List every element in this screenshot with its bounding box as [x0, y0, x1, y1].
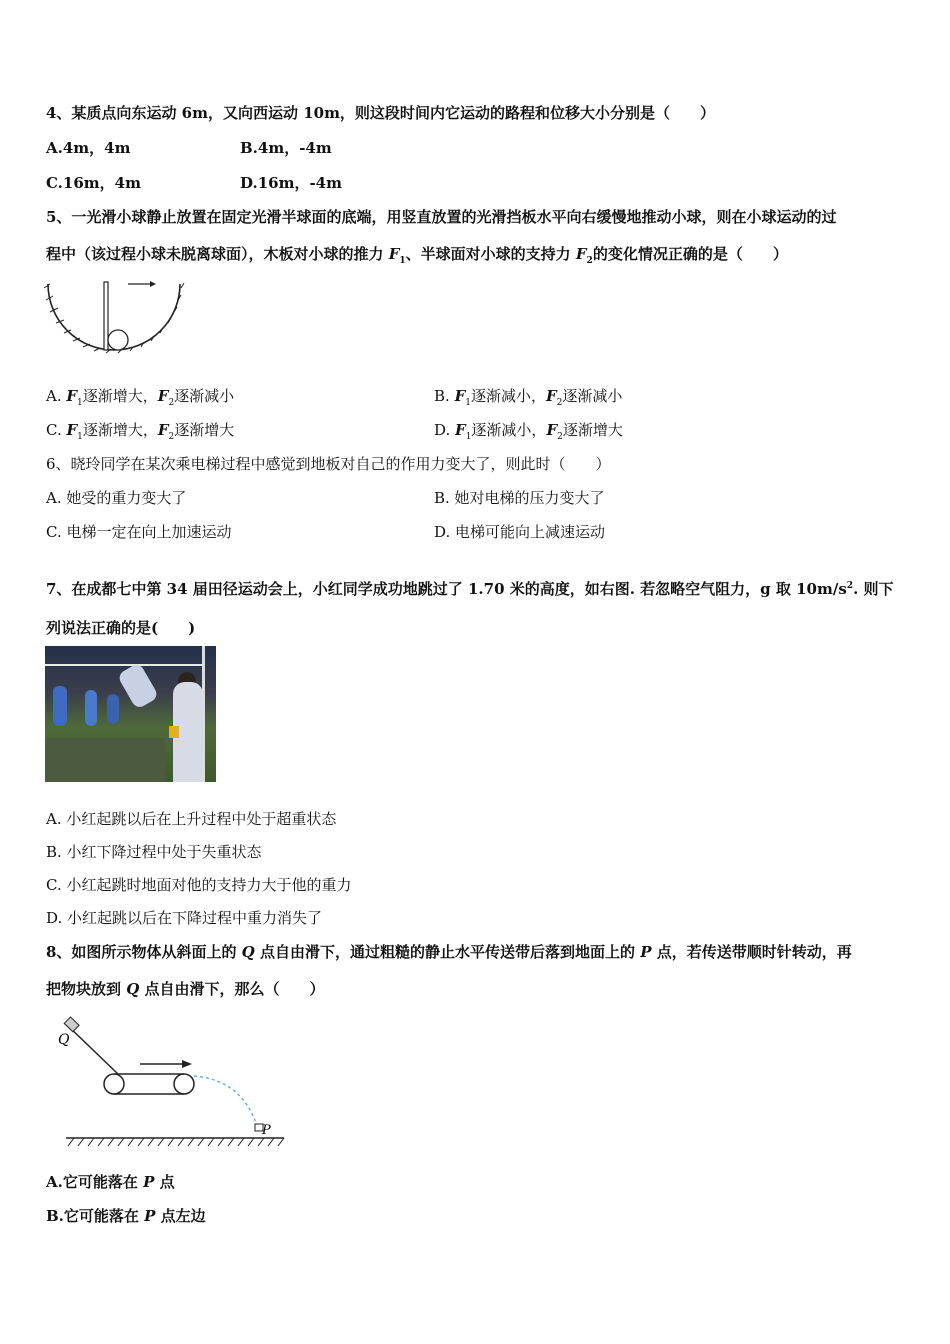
q6-stem: 6、晓玲同学在某次乘电梯过程中感觉到地板对自己的作用力变大了，则此时（ ）	[46, 455, 611, 473]
q5-option-d: D. $F_1$逐渐减小，$F_2$逐渐增大	[434, 421, 623, 442]
q7-stem-line2: 列说法正确的是( )	[46, 619, 196, 637]
fig-label-p: P	[262, 1123, 271, 1138]
q6-option-d: D. 电梯可能向上减速运动	[434, 523, 606, 541]
q6-option-b: B. 她对电梯的压力变大了	[434, 489, 605, 507]
q8-stem-line2: 把物块放到 Q 点自由滑下，那么（ ）	[46, 980, 325, 998]
q4-option-c: C.16m，4m	[46, 174, 141, 192]
q5-option-c: C. $F_1$逐渐增大，$F_2$逐渐增大	[46, 421, 235, 442]
hemisphere-figure	[40, 276, 188, 358]
q6-option-a: A. 她受的重力变大了	[46, 489, 187, 507]
q6-option-c: C. 电梯一定在向上加速运动	[46, 523, 232, 541]
q8-option-b: B.它可能落在 P 点左边	[46, 1207, 206, 1225]
q7-stem-line1: 7、在成都七中第 34 届田径运动会上，小红同学成功地跳过了 1.70 米的高度，如右图. 若忽略空气阻力，g 取 $10m/s^2$. 则下	[46, 580, 894, 598]
high-jump-photo	[45, 646, 216, 782]
q4-stem: 4、某质点向东运动 6m，又向西运动 10m，则这段时间内它运动的路程和位移大小分别是（ ）	[46, 104, 715, 122]
q5-stem-line1: 5、一光滑小球静止放置在固定光滑半球面的底端，用竖直放置的光滑挡板水平向右缓慢地推动小球，则在小球运动的过	[46, 208, 837, 226]
q5-option-b: B. $F_1$逐渐减小，$F_2$逐渐减小	[434, 387, 623, 408]
q4-option-a: A.4m，4m	[46, 139, 131, 157]
conveyor-figure	[52, 1014, 292, 1150]
q4-option-b: B.4m，-4m	[240, 139, 332, 157]
q7-option-d: D. 小红起跳以后在下降过程中重力消失了	[46, 909, 323, 927]
q8-option-a: A.它可能落在 P 点	[46, 1173, 175, 1191]
q7-option-c: C. 小红起跳时地面对他的支持力大于他的重力	[46, 876, 352, 894]
q5-stem-line2: 程中（该过程小球未脱离球面），木板对小球的推力 $F_1$、半球面对小球的支持力 $F_2$的变化情况正确的是（ ）	[46, 245, 788, 266]
q7-option-a: A. 小红起跳以后在上升过程中处于超重状态	[46, 810, 337, 828]
q5-option-a: A. $F_1$逐渐增大，$F_2$逐渐减小	[46, 387, 235, 408]
q7-option-b: B. 小红下降过程中处于失重状态	[46, 843, 262, 861]
fig-label-q: Q	[58, 1032, 70, 1048]
q4-option-d: D.16m，-4m	[240, 174, 342, 192]
q8-stem-line1: 8、如图所示物体从斜面上的 Q 点自由滑下，通过粗糙的静止水平传送带后落到地面上的 P 点，若传送带顺时针转动，再	[46, 943, 852, 961]
